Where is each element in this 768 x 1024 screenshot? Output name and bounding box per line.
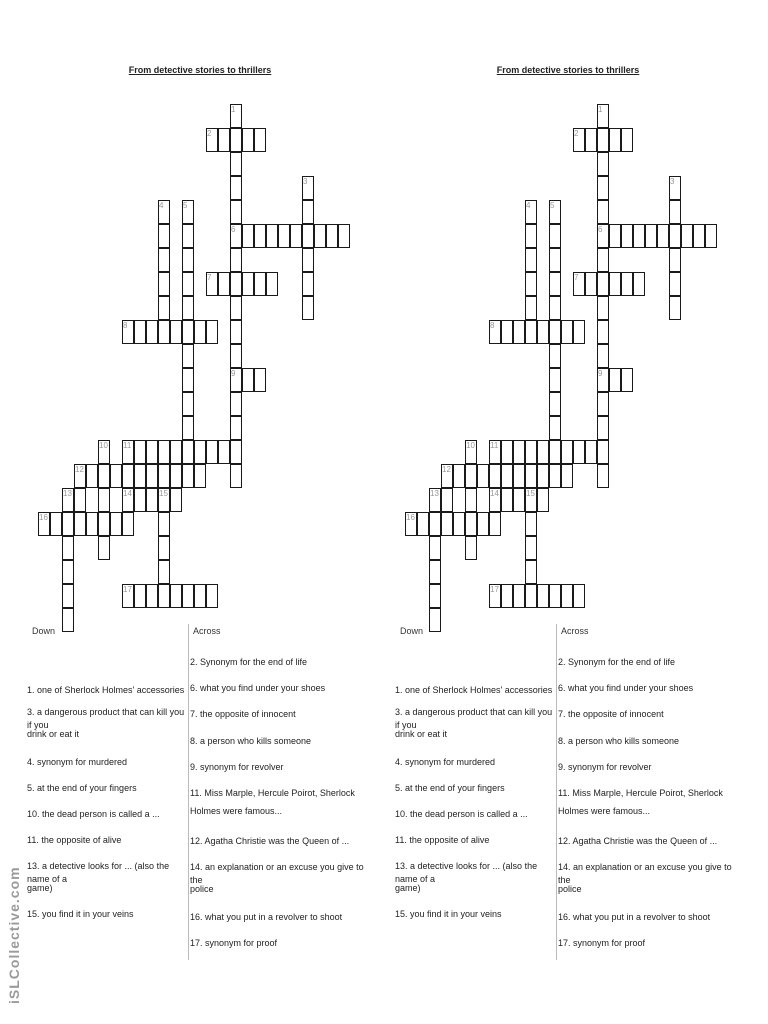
crossword-cell[interactable] xyxy=(429,608,441,632)
across-heading-right: Across xyxy=(561,626,589,636)
clue-line: 13. a detective looks for ... (also the name of a xyxy=(27,861,170,884)
crossword-cell[interactable] xyxy=(669,200,681,224)
clue-line: 3. a dangerous product that can kill you if you xyxy=(27,707,185,730)
crossword-cell[interactable] xyxy=(597,344,609,368)
clue-number: 1 xyxy=(231,105,236,114)
clue-number: 10 xyxy=(466,441,475,450)
crossword-cell[interactable] xyxy=(525,560,537,584)
crossword-cell[interactable] xyxy=(525,248,537,272)
crossword-cell[interactable] xyxy=(549,416,561,440)
clue-number: 2 xyxy=(574,129,579,138)
clue-line: 10. the dead person is called a ... xyxy=(395,809,528,819)
crossword-cell[interactable] xyxy=(585,440,597,464)
watermark-logo: iSLCollective.com xyxy=(6,866,22,1004)
crossword-cell[interactable] xyxy=(513,320,525,344)
crossword-cell[interactable] xyxy=(609,368,621,392)
clue-line: 16. what you put in a revolver to shoot xyxy=(558,912,711,922)
clue-number: 16 xyxy=(406,513,415,522)
down-heading-left: Down xyxy=(32,626,56,636)
crossword-cell[interactable] xyxy=(477,512,489,536)
crossword-cell[interactable] xyxy=(573,584,585,608)
crossword-cell[interactable] xyxy=(549,248,561,272)
clue-number: 7 xyxy=(207,273,212,282)
crossword-cell[interactable] xyxy=(549,392,561,416)
clue-line: drink or eat it xyxy=(27,729,80,739)
crossword-cell[interactable] xyxy=(597,200,609,224)
crossword-cell[interactable] xyxy=(693,224,705,248)
crossword-cell[interactable] xyxy=(621,368,633,392)
clue-line: 4. synonym for murdered xyxy=(395,757,496,767)
clue-number: 7 xyxy=(574,273,579,282)
crossword-cell[interactable] xyxy=(645,224,657,248)
crossword-cell[interactable] xyxy=(597,416,609,440)
crossword-cell[interactable] xyxy=(549,584,561,608)
clue-number: 16 xyxy=(39,513,48,522)
clue-line: Holmes were famous... xyxy=(558,806,651,816)
clue-line: police xyxy=(190,884,214,894)
crossword-cell[interactable] xyxy=(513,584,525,608)
crossword-cell[interactable] xyxy=(561,440,573,464)
clue-number: 11 xyxy=(123,441,132,450)
crossword-cell[interactable] xyxy=(525,320,537,344)
crossword-cell[interactable] xyxy=(597,440,609,464)
crossword-cell[interactable] xyxy=(537,440,549,464)
crossword-cell[interactable] xyxy=(705,224,717,248)
clue-number: 17 xyxy=(490,585,499,594)
clue-number: 14 xyxy=(490,489,499,498)
crossword-cell[interactable] xyxy=(681,224,693,248)
clue-line: 7. the opposite of innocent xyxy=(558,709,664,719)
clue-number: 15 xyxy=(159,489,168,498)
crossword-cell[interactable] xyxy=(597,152,609,176)
clue-number: 3 xyxy=(670,177,675,186)
clue-number: 15 xyxy=(526,489,535,498)
clue-line: 10. the dead person is called a ... xyxy=(27,809,160,819)
clue-number: 6 xyxy=(231,225,236,234)
crossword-cell[interactable] xyxy=(597,248,609,272)
clue-divider-left xyxy=(188,624,189,960)
clue-line: 11. the opposite of alive xyxy=(27,835,122,845)
crossword-cell[interactable] xyxy=(513,488,525,512)
clue-number: 6 xyxy=(598,225,603,234)
crossword-cell[interactable] xyxy=(489,464,501,488)
clue-number: 12 xyxy=(75,465,84,474)
clue-number: 8 xyxy=(490,321,495,330)
crossword-cell[interactable] xyxy=(465,536,477,560)
crossword-cell[interactable] xyxy=(597,176,609,200)
crossword-cell[interactable] xyxy=(525,272,537,296)
crossword-cell[interactable] xyxy=(441,488,453,512)
crossword-cell[interactable] xyxy=(501,464,513,488)
clue-line: 15. you find it in your veins xyxy=(27,909,134,919)
crossword-cell[interactable] xyxy=(609,224,621,248)
clue-line: 14. an explanation or an excuse you give to the xyxy=(190,862,364,885)
across-heading-left: Across xyxy=(193,626,221,636)
crossword-cell[interactable] xyxy=(465,464,477,488)
clue-line: 2. Synonym for the end of life xyxy=(558,657,676,667)
crossword-cell[interactable] xyxy=(417,512,429,536)
crossword-cell[interactable] xyxy=(537,584,549,608)
clue-line: 1. one of Sherlock Holmes' accessories xyxy=(27,685,185,695)
crossword-cell[interactable] xyxy=(537,320,549,344)
crossword-cell[interactable] xyxy=(477,464,489,488)
crossword-cell[interactable] xyxy=(453,512,465,536)
crossword-cell[interactable] xyxy=(525,464,537,488)
crossword-cell[interactable] xyxy=(597,128,609,152)
clue-line: 12. Agatha Christie was the Queen of ... xyxy=(558,836,718,846)
crossword-cell[interactable] xyxy=(513,440,525,464)
crossword-cell[interactable] xyxy=(549,224,561,248)
crossword-cell[interactable] xyxy=(669,224,681,248)
clue-line: 17. synonym for proof xyxy=(190,938,278,948)
clue-line: 1. one of Sherlock Holmes' accessories xyxy=(395,685,553,695)
crossword-cell[interactable] xyxy=(537,488,549,512)
clue-line: 12. Agatha Christie was the Queen of ... xyxy=(190,836,350,846)
crossword-cell[interactable] xyxy=(501,320,513,344)
clue-number: 13 xyxy=(430,489,439,498)
clue-line: 11. the opposite of alive xyxy=(395,835,490,845)
crossword-cell[interactable] xyxy=(597,272,609,296)
clue-number: 17 xyxy=(123,585,132,594)
crossword-cell[interactable] xyxy=(525,440,537,464)
crossword-cell[interactable] xyxy=(549,368,561,392)
clue-line: 3. a dangerous product that can kill you if you xyxy=(395,707,553,730)
crossword-cell[interactable] xyxy=(549,464,561,488)
clue-line: 5. at the end of your fingers xyxy=(395,783,505,793)
clue-number: 9 xyxy=(231,369,236,378)
clue-number: 2 xyxy=(207,129,212,138)
crossword-cell[interactable] xyxy=(453,464,465,488)
crossword-cell[interactable] xyxy=(669,248,681,272)
clue-line: 6. what you find under your shoes xyxy=(190,683,326,693)
clue-number: 4 xyxy=(526,201,531,210)
crossword-cell[interactable] xyxy=(501,584,513,608)
crossword-cell[interactable] xyxy=(513,464,525,488)
clue-number: 3 xyxy=(303,177,308,186)
crossword-cell[interactable] xyxy=(669,272,681,296)
crossword-cell[interactable] xyxy=(549,296,561,320)
crossword-cell[interactable] xyxy=(537,464,549,488)
crossword-cell[interactable] xyxy=(525,296,537,320)
clue-line: 4. synonym for murdered xyxy=(27,757,128,767)
clue-line: 6. what you find under your shoes xyxy=(558,683,694,693)
crossword-cell[interactable] xyxy=(561,320,573,344)
crossword-cell[interactable] xyxy=(633,272,645,296)
puzzle-title-left: From detective stories to thrillers xyxy=(128,65,272,75)
clue-number: 5 xyxy=(183,201,188,210)
clue-line: 14. an explanation or an excuse you give to the xyxy=(558,862,732,885)
crossword-cell[interactable] xyxy=(621,224,633,248)
clue-number: 10 xyxy=(99,441,108,450)
crossword-cell[interactable] xyxy=(597,320,609,344)
clue-number: 11 xyxy=(490,441,499,450)
crossword-cell[interactable] xyxy=(597,464,609,488)
crossword-cell[interactable] xyxy=(549,344,561,368)
crossword-cell[interactable] xyxy=(585,128,597,152)
clue-number: 1 xyxy=(598,105,603,114)
clue-number: 5 xyxy=(550,201,555,210)
crossword-cell[interactable] xyxy=(597,296,609,320)
crossword-cell[interactable] xyxy=(525,536,537,560)
crossword-cell[interactable] xyxy=(429,560,441,584)
crossword-cell[interactable] xyxy=(525,512,537,536)
crossword-cell[interactable] xyxy=(525,584,537,608)
clue-line: 15. you find it in your veins xyxy=(395,909,502,919)
crossword-cell[interactable] xyxy=(621,272,633,296)
crossword-cell[interactable] xyxy=(669,296,681,320)
clue-number: 13 xyxy=(63,489,72,498)
clue-number: 9 xyxy=(598,369,603,378)
clue-number: 8 xyxy=(123,321,128,330)
puzzle-title-right: From detective stories to thrillers xyxy=(496,65,640,75)
crossword-cell[interactable] xyxy=(501,440,513,464)
clue-number: 4 xyxy=(159,201,164,210)
down-heading-right: Down xyxy=(400,626,424,636)
clue-line: drink or eat it xyxy=(395,729,448,739)
crossword-cell[interactable] xyxy=(549,272,561,296)
crossword-cell[interactable] xyxy=(489,512,501,536)
clue-divider-right xyxy=(556,624,557,960)
crossword-cell[interactable] xyxy=(561,584,573,608)
crossword-cell[interactable] xyxy=(609,128,621,152)
clue-line: 9. synonym for revolver xyxy=(190,762,284,772)
crossword-cell[interactable] xyxy=(633,224,645,248)
clue-line: 9. synonym for revolver xyxy=(558,762,652,772)
clue-line: 13. a detective looks for ... (also the name of a xyxy=(395,861,538,884)
crossword-cell[interactable] xyxy=(441,512,453,536)
crossword-cell[interactable] xyxy=(549,440,561,464)
clue-line: 16. what you put in a revolver to shoot xyxy=(190,912,343,922)
clue-line: 17. synonym for proof xyxy=(558,938,646,948)
clue-line: Holmes were famous... xyxy=(190,806,283,816)
crossword-cell[interactable] xyxy=(573,320,585,344)
crossword-cell[interactable] xyxy=(585,272,597,296)
crossword-cell[interactable] xyxy=(573,440,585,464)
clue-line: police xyxy=(558,884,582,894)
crossword-cell[interactable] xyxy=(549,320,561,344)
clue-line: 7. the opposite of innocent xyxy=(190,709,296,719)
clue-number: 14 xyxy=(123,489,132,498)
crossword-cell[interactable] xyxy=(609,272,621,296)
clue-line: game) xyxy=(27,883,53,893)
clue-line: 8. a person who kills someone xyxy=(558,736,680,746)
clue-line: 11. Miss Marple, Hercule Poirot, Sherlock xyxy=(558,788,723,798)
crossword-cell[interactable] xyxy=(429,512,441,536)
crossword-cell[interactable] xyxy=(501,488,513,512)
clue-line: 5. at the end of your fingers xyxy=(27,783,137,793)
clue-line: 2. Synonym for the end of life xyxy=(190,657,308,667)
clue-line: 11. Miss Marple, Hercule Poirot, Sherlock xyxy=(190,788,355,798)
crossword-cell[interactable] xyxy=(597,392,609,416)
clue-line: 8. a person who kills someone xyxy=(190,736,312,746)
crossword-cell[interactable] xyxy=(525,224,537,248)
clue-number: 12 xyxy=(442,465,451,474)
crossword-cell[interactable] xyxy=(621,128,633,152)
crossword-cell[interactable] xyxy=(561,464,573,488)
crossword-cell[interactable] xyxy=(429,584,441,608)
crossword-cell[interactable] xyxy=(429,536,441,560)
crossword-cell[interactable] xyxy=(465,512,477,536)
clue-line: game) xyxy=(395,883,421,893)
crossword-cell[interactable] xyxy=(657,224,669,248)
crossword-cell[interactable] xyxy=(465,488,477,512)
